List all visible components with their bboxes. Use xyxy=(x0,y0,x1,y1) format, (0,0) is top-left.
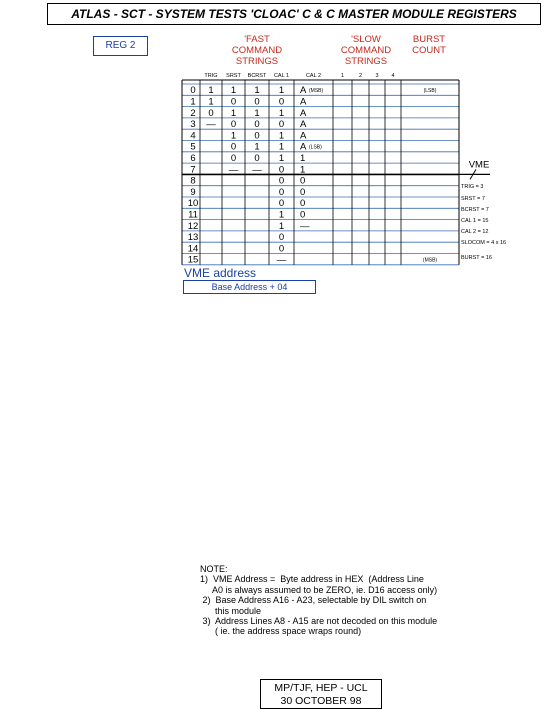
row-number: 10 xyxy=(187,198,199,210)
cell-value: 0 xyxy=(300,209,306,221)
cell-value: 0 xyxy=(230,119,237,131)
command-length: CAL 1 = 15 xyxy=(461,218,489,224)
vme-marker-label: VME xyxy=(468,159,490,171)
author-footer xyxy=(260,679,382,709)
cell-value: 0 xyxy=(300,198,306,210)
cell-value: 0 xyxy=(230,96,237,108)
cell-value: — xyxy=(206,119,216,131)
row-number: 15 xyxy=(187,254,199,266)
bit-order-label: (MSB) xyxy=(309,88,324,95)
note-line: A0 is always assumed to be ZERO, ie. D16 access only) xyxy=(200,584,438,595)
cell-value: A xyxy=(300,141,307,153)
bit-order-label: (MSB) xyxy=(422,257,438,264)
column-header: 1 xyxy=(340,73,345,79)
bit-order-label: (LSB) xyxy=(309,144,322,151)
cell-value: 1 xyxy=(300,152,306,164)
command-length: SLOCOM = 4 x 16 xyxy=(461,240,507,246)
command-length: SRST = 7 xyxy=(461,196,485,202)
burst-count-header: BURST COUNT xyxy=(412,34,446,56)
cell-value: — xyxy=(276,254,287,266)
cell-value: 0 xyxy=(300,175,306,187)
note-line: 3) Address Lines A8 - A15 are not decoded on this module xyxy=(200,616,438,627)
cell-value: 0 xyxy=(230,152,237,164)
cell-value: — xyxy=(252,164,262,176)
cell-value: 1 xyxy=(208,85,214,97)
column-header: BCRST xyxy=(247,73,267,79)
column-header: CAL 2 xyxy=(305,73,322,79)
cell-value: 1 xyxy=(208,96,214,108)
row-number: 8 xyxy=(190,175,196,187)
row-number: 2 xyxy=(190,107,196,119)
note-line: 2) Base Address A16 - A23, selectable by DIL switch on xyxy=(200,595,427,606)
command-length: CAL 2 = 12 xyxy=(461,229,489,235)
cell-value: 1 xyxy=(278,209,285,221)
row-number: 0 xyxy=(190,85,196,97)
cell-value: 1 xyxy=(230,85,237,97)
slow-command-header: 'SLOW COMMAND STRINGS xyxy=(340,34,392,67)
cell-value: 1 xyxy=(254,141,260,153)
cell-value: A xyxy=(300,107,307,119)
cell-value: 1 xyxy=(278,107,285,119)
author-line: MP/TJF, HEP - UCL xyxy=(274,682,368,694)
note-line: this module xyxy=(200,605,262,616)
column-header: 2 xyxy=(358,73,363,79)
cell-value: 0 xyxy=(278,119,285,131)
cell-value: 0 xyxy=(300,186,306,198)
row-number: 3 xyxy=(190,119,196,131)
column-header: 4 xyxy=(391,73,395,79)
cell-value: 1 xyxy=(230,107,237,119)
row-number: 4 xyxy=(190,130,196,142)
row-number: 13 xyxy=(187,232,199,244)
column-header: CAL 1 xyxy=(273,73,290,79)
cell-value: 0 xyxy=(278,232,285,244)
cell-value: 1 xyxy=(278,152,285,164)
row-number: 6 xyxy=(190,152,196,164)
column-header: 3 xyxy=(375,73,379,79)
cell-value: 0 xyxy=(278,164,285,176)
cell-value: 0 xyxy=(278,186,285,198)
row-number: 1 xyxy=(190,96,196,108)
note-line: 1) VME Address = Byte address in HEX (Address Line xyxy=(200,574,424,585)
cell-value: 1 xyxy=(278,141,285,153)
cell-value: 1 xyxy=(300,164,306,176)
register-label: REG 2 xyxy=(93,36,148,56)
cell-value: A xyxy=(300,85,307,97)
cell-value: 1 xyxy=(278,85,285,97)
cell-value: 0 xyxy=(230,141,237,153)
cell-value: 1 xyxy=(254,107,260,119)
cell-value: — xyxy=(228,164,239,176)
command-length: BURST = 16 xyxy=(461,255,492,261)
row-number: 5 xyxy=(190,141,196,153)
column-header: SRST xyxy=(226,73,241,79)
note-line: NOTE: xyxy=(200,564,228,574)
cell-value: 0 xyxy=(254,130,260,142)
cell-value: 1 xyxy=(254,85,260,97)
cell-value: A xyxy=(300,96,307,108)
row-number: 11 xyxy=(188,209,198,221)
vme-address-label: VME address xyxy=(184,266,257,280)
cell-value: 0 xyxy=(254,96,260,108)
row-number: 12 xyxy=(187,220,199,232)
note-line: ( ie. the address space wraps round) xyxy=(200,626,362,637)
row-number: 14 xyxy=(187,243,199,255)
cell-value: A xyxy=(300,119,307,131)
column-header: TRIG xyxy=(204,73,218,79)
fast-command-header: 'FAST COMMAND STRINGS xyxy=(231,34,283,67)
cell-value: — xyxy=(300,220,310,232)
cell-value: A xyxy=(300,130,307,142)
row-number: 7 xyxy=(190,164,196,176)
cell-value: 0 xyxy=(278,96,285,108)
cell-value: 0 xyxy=(278,175,285,187)
cell-value: 1 xyxy=(278,130,285,142)
base-address-box: Base Address + 04 xyxy=(183,280,316,294)
page-title: ATLAS - SCT - SYSTEM TESTS 'CLOAC' C & C MASTER MODULE REGISTERS xyxy=(47,3,541,25)
cell-value: 0 xyxy=(278,243,285,255)
notes-block xyxy=(200,564,437,637)
command-length: TRIG = 3 xyxy=(461,184,484,190)
cell-value: 0 xyxy=(208,107,214,119)
row-number: 9 xyxy=(190,186,196,198)
cell-value: 1 xyxy=(230,130,237,142)
command-length: BCRST = 7 xyxy=(461,207,489,213)
cell-value: 0 xyxy=(278,198,285,210)
cell-value: 1 xyxy=(278,220,285,232)
cell-value: 0 xyxy=(254,119,260,131)
cell-value: 0 xyxy=(254,152,260,164)
bit-order-label: (LSB) xyxy=(423,88,437,95)
date-line: 30 OCTOBER 98 xyxy=(280,695,362,707)
